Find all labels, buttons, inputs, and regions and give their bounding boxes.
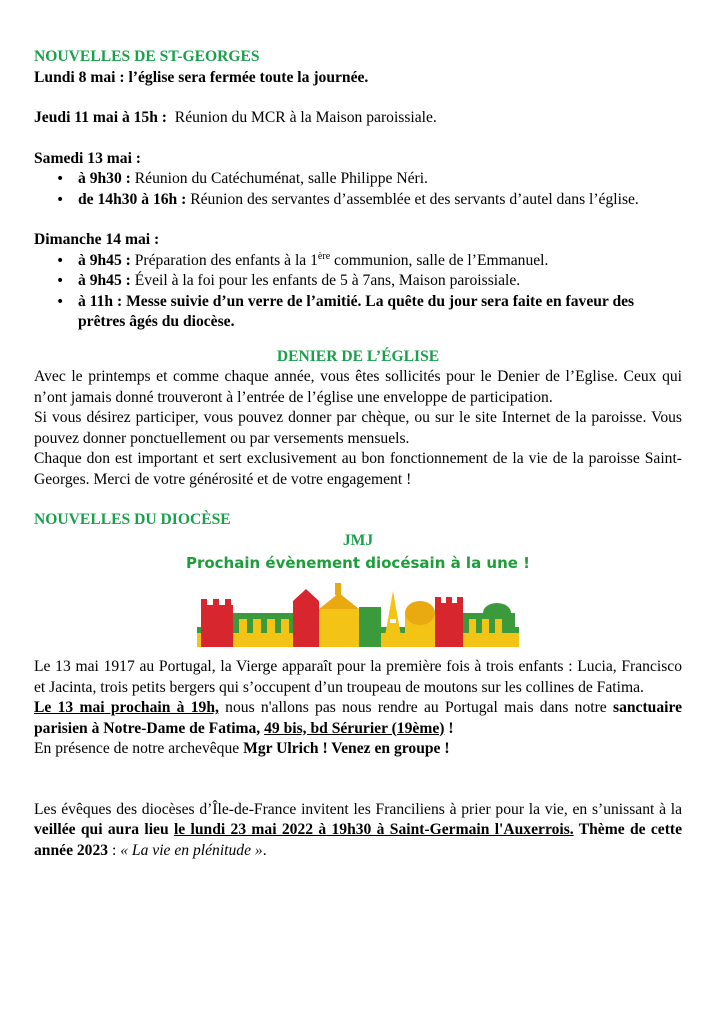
- banner-title: Prochain évènement diocésain à la une !: [185, 554, 531, 572]
- jmj-heading: JMJ: [342, 531, 374, 549]
- denier-paragraph-3: Chaque don est important et sert exclusivement au bon fonctionnement de la vie de la paroisse Saint-Georges. Merci de votre générosité et de votre engagement !: [34, 450, 682, 488]
- jmj-skyline-banner: [197, 579, 519, 647]
- document-page: [34, 47, 682, 861]
- list-item: • à 9h45 : Éveil à la foi pour les enfants de 5 à 7ans, Maison paroissiale.: [34, 271, 682, 292]
- notice-lundi: Lundi 8 mai : l’église sera fermée toute la journée.: [34, 68, 369, 86]
- section-title-denier: DENIER DE L’ÉGLISE: [276, 347, 440, 365]
- dimanche-heading: Dimanche 14 mai :: [34, 231, 160, 248]
- section-title-diocese: NOUVELLES DU DIOCÈSE: [34, 511, 231, 528]
- diocese-paragraph-archeveque: En présence de notre archevêque Mgr Ulrich ! Venez en groupe !: [34, 740, 450, 757]
- denier-paragraph-2: Si vous désirez participer, vous pouvez donner par chèque, ou sur le site Internet de la paroisse. Vous pouvez donner ponctuellement ou par versements mensuels.: [34, 409, 682, 447]
- list-item: • à 11h : Messe suivie d’un verre de l’amitié. La quête du jour sera faite en faveur des prêtres âgés du diocèse.: [34, 292, 682, 333]
- samedi-list: [34, 169, 682, 210]
- denier-paragraph-1: Avec le printemps et comme chaque année, vous êtes sollicités pour le Denier de l’Eglise. Ceux qui n’ont jamais donné trouveront à l’entrée de l’église une enveloppe de participation.: [34, 368, 682, 406]
- list-item: • à 9h30 : Réunion du Catéchuménat, salle Philippe Néri.: [34, 169, 682, 190]
- diocese-paragraph-veillee: Les évêques des diocèses d’Île-de-France invitent les Franciliens à prier pour la vie, en s’unissant à la veillée qui aura lieu le lundi 23 mai 2022 à 19h30 à Saint-Germain l'Auxerrois. Thème de cette année 2023 : « La vie en plénitude ».: [34, 800, 683, 859]
- dimanche-list: [34, 251, 682, 333]
- samedi-heading: Samedi 13 mai :: [34, 149, 141, 167]
- section-title-st-georges: NOUVELLES DE ST-GEORGES: [34, 48, 260, 65]
- diocese-paragraph-fatima: Le 13 mai 1917 au Portugal, la Vierge apparaît pour la première fois à trois enfants : Lucia, Francisco et Jacinta, trois petits bergers qui s’occupent d’un troupeau de moutons sur les collines de Fatima.: [34, 658, 682, 696]
- notice-jeudi: Jeudi 11 mai à 15h : Réunion du MCR à la Maison paroissiale.: [34, 109, 437, 126]
- list-item: • à 9h45 : Préparation des enfants à la 1ère communion, salle de l’Emmanuel.: [34, 251, 682, 272]
- diocese-paragraph-event: Le 13 mai prochain à 19h, nous n'allons pas nous rendre au Portugal mais dans notre sanctuaire parisien à Notre-Dame de Fatima, 49 bis, bd Sérurier (19ème) !: [34, 699, 683, 737]
- list-item: • de 14h30 à 16h : Réunion des servantes d’assemblée et des servants d’autel dans l’église.: [34, 190, 682, 211]
